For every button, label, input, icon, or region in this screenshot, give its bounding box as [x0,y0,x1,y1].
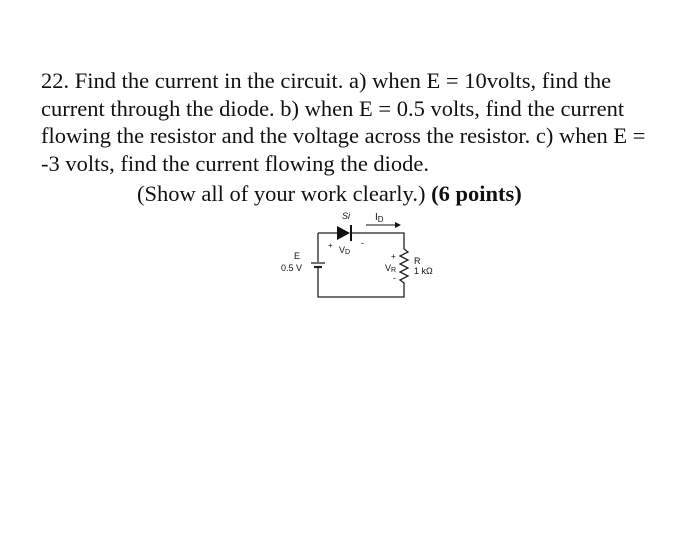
points-label: (6 points) [431,181,522,206]
diode-symbol [337,225,351,241]
resistor-name: R [414,256,421,266]
question-line-2: current through the diode. b) when E = 0.5 volts, find the current [41,95,625,121]
resistor-symbol [400,249,408,285]
question-line-3: flowing the resistor and the voltage across the resistor. c) when E = [41,123,646,148]
diode-label: Si [342,211,351,221]
wire-top-right [352,233,404,249]
question-line-4: -3 volts, find the current flowing the diode. [41,150,430,176]
battery-symbol [311,263,325,273]
source-name: E [294,251,301,261]
question-text [41,67,691,206]
vd-label: VD [339,245,351,256]
vd-minus: - [361,238,364,248]
source-value: 0.5 V [281,263,303,273]
diode-triangle [337,226,350,240]
vd-plus: + [328,241,333,250]
question-line-1: 22. Find the current in the circuit. a) when E = 10volts, find the [41,68,612,93]
circuit-diagram [270,205,460,305]
vr-plus: + [391,252,396,261]
vr-minus: - [393,273,396,283]
instruction-text: (Show all of your work clearly.) [137,181,426,206]
vr-label: VR [385,263,397,274]
wire-right-bottom [318,273,404,297]
current-label: $I_D$ [375,212,384,224]
instruction-line [137,180,522,208]
resistor-value: 1 kΩ [414,266,433,276]
